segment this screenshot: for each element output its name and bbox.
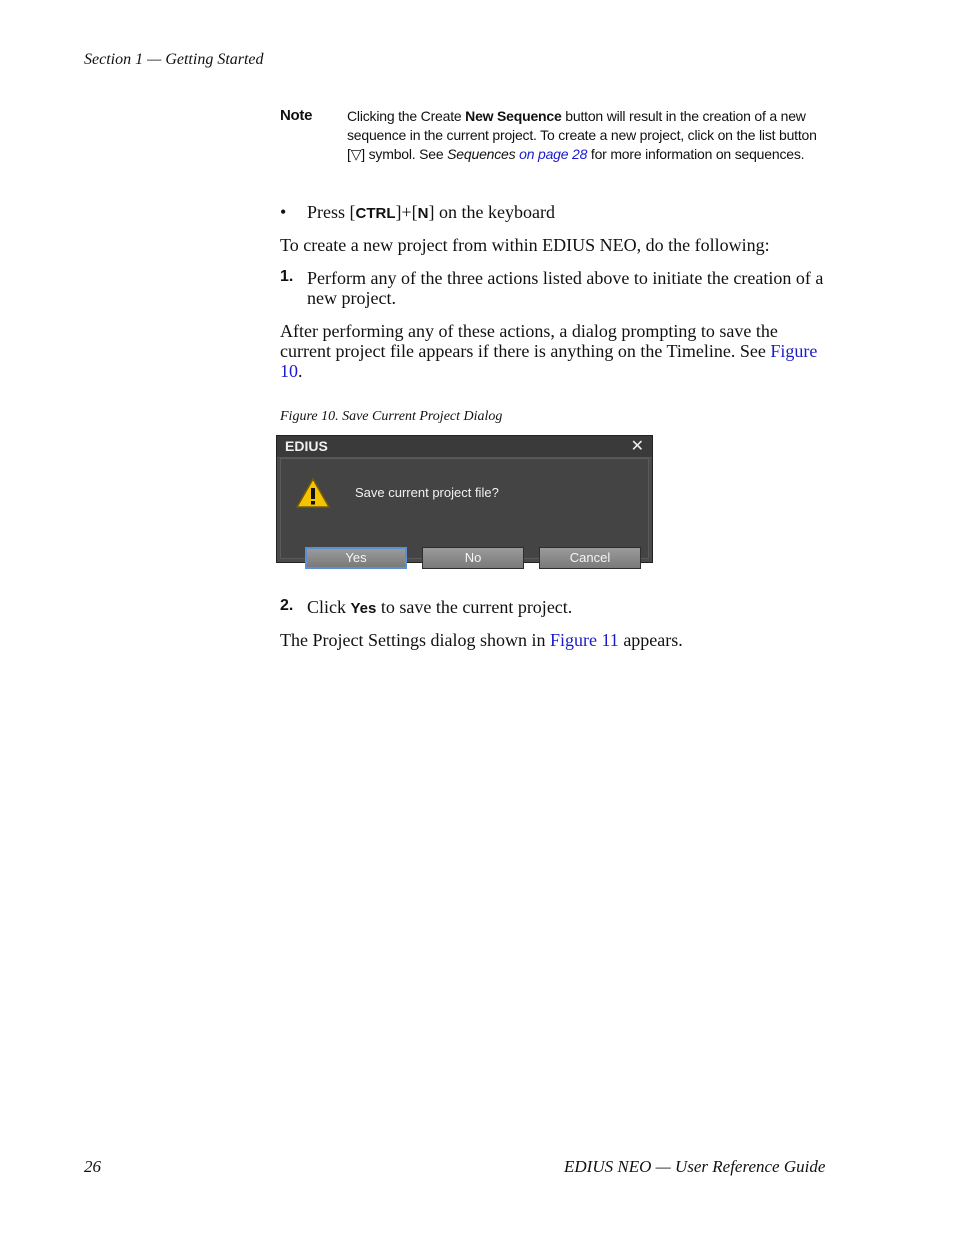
step-2-text-part: Click [307, 597, 351, 617]
figure-11-link[interactable]: Figure 11 [549, 630, 619, 650]
page-number: 26 [84, 1157, 101, 1176]
save-project-dialog [276, 435, 653, 563]
closing-text-part: The Project Settings dialog shown in [280, 630, 550, 650]
note-text-part: Clicking the Create [347, 108, 466, 124]
sequences-ref: Sequences [447, 146, 516, 162]
bullet-text [307, 202, 555, 224]
step-1-number: 1. [280, 268, 294, 285]
after-text-part: After performing any of these actions, a dialog prompting to save the current project file appears if there is anything on the Timeline. See [280, 321, 778, 361]
figure-caption: Figure 10. Save Current Project Dialog [280, 409, 503, 424]
dialog-title: EDIUS [285, 438, 328, 454]
step-1-text: Perform any of the three actions listed above to initiate the creation of a new project. [307, 268, 824, 308]
dialog-message: Save current project file? [355, 485, 499, 500]
dialog-body [280, 458, 649, 565]
new-sequence-term: New Sequence [465, 108, 562, 124]
key-n: N [417, 205, 429, 222]
cancel-button[interactable]: Cancel [539, 547, 641, 569]
key-ctrl: CTRL [355, 205, 396, 222]
note-text-part: for more information on sequences. [587, 146, 805, 162]
step-2-number: 2. [280, 597, 294, 614]
yes-button[interactable]: Yes [305, 547, 407, 569]
warning-icon [295, 477, 331, 509]
step-2-text-part: to save the current project. [376, 597, 573, 617]
closing-paragraph [280, 630, 683, 650]
step-2-text [307, 597, 572, 619]
note-label: Note [280, 107, 313, 124]
page-28-link[interactable]: on page 28 [515, 146, 588, 162]
bullet-text-part: Press [ [307, 202, 356, 222]
figure-10-link[interactable]: Figure 10 [280, 341, 818, 381]
page-header: Section 1 — Getting Started [84, 51, 264, 68]
guide-title: EDIUS NEO — User Reference Guide [564, 1157, 826, 1176]
bullet-text-part: ]+[ [395, 202, 418, 222]
close-icon[interactable]: ✕ [630, 436, 644, 455]
after-text-part: . [298, 361, 303, 381]
bullet-marker: • [280, 202, 287, 222]
yes-term: Yes [350, 600, 377, 617]
intro-paragraph: To create a new project from within EDIUS NEO, do the following: [280, 235, 770, 255]
no-button[interactable]: No [422, 547, 524, 569]
after-paragraph [280, 321, 820, 381]
note-text-part: button will result in the creation of a new sequence in the current project. To create a new project, click on the list button [▽] symbol. See [347, 108, 817, 162]
closing-text-part: appears. [618, 630, 683, 650]
dialog-titlebar [277, 436, 652, 458]
bullet-text-part: ] on the keyboard [428, 202, 555, 222]
note-text [347, 107, 817, 164]
